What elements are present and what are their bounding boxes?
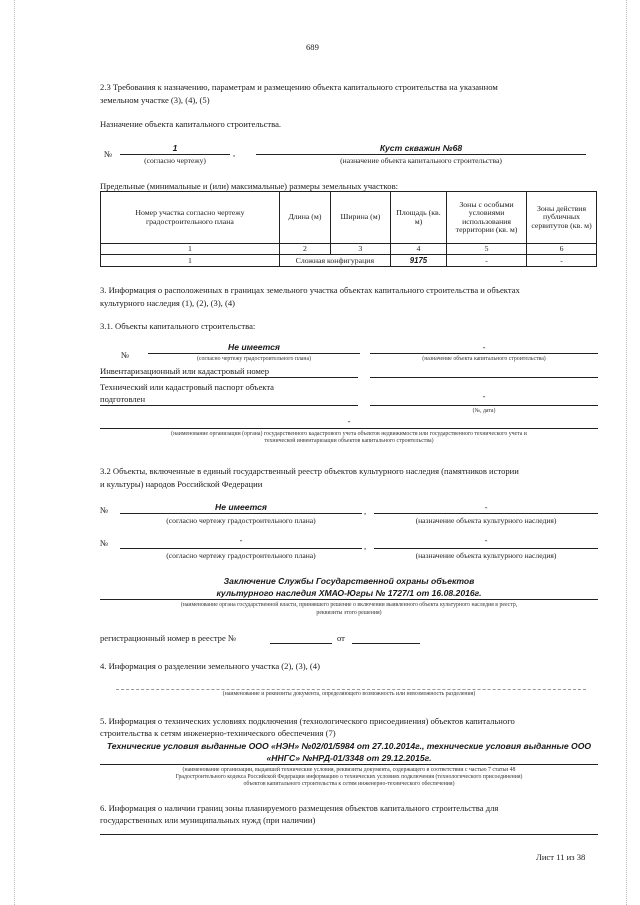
- s32-row2-purpose-dash: -: [484, 535, 488, 545]
- s32-row1-comma: ,: [364, 506, 367, 516]
- s32-row2-purpose-underline: [374, 548, 598, 549]
- s4-underline: [116, 689, 586, 690]
- cell-plot-number: 1: [101, 255, 280, 267]
- s23-object-caption: (назначение объекта капитального строительства): [340, 156, 502, 165]
- s23-comma: ,: [233, 148, 236, 158]
- s32-row1-drawing-caption: (согласно чертежу градостроительного плана): [166, 516, 316, 525]
- s23-drawing-underline: [120, 154, 230, 155]
- s32-row2-drawing-caption: (согласно чертежу градостроительного плана): [166, 551, 316, 560]
- s4-heading: 4. Информация о разделении земельного участка (2), (3), (4): [100, 661, 320, 671]
- s31-org-caption-line2: технической инвентаризации объектов капитального строительства): [264, 438, 434, 444]
- s31-inventory-value-line: [370, 377, 598, 378]
- s32-row2-purpose-caption: (назначение объекта культурного наследия): [415, 551, 557, 560]
- s32-registry-date-line: [352, 643, 420, 644]
- s31-passport-dash: -: [482, 391, 486, 401]
- s32-from-label: от: [337, 633, 345, 643]
- s5-underline: [100, 764, 598, 765]
- s31-org-caption-line1: (наименование организации (органа) государственного кадастрового учета объектов недвижимости или государственного технического учета и: [171, 431, 527, 437]
- s32-row1-no-label: №: [100, 505, 109, 515]
- s5-caption-line3: объектов капитального строительства к сетям инженерно-технического обеспечения): [243, 781, 455, 787]
- s23-drawing-number: 1: [172, 143, 178, 153]
- s31-drawing-caption: (согласно чертежу градостроительного плана): [196, 356, 312, 362]
- th-special-zones: Зоны с особыми условиями использования территории (кв. м): [447, 192, 527, 244]
- s23-object-underline: [256, 154, 586, 155]
- cell-area: 9175: [390, 255, 446, 267]
- s32-registry-label: регистрационный номер в реестре №: [100, 633, 237, 643]
- s32-row1-purpose-caption: (назначение объекта культурного наследия): [415, 516, 557, 525]
- cell-configuration: Сложная конфигурация: [279, 255, 390, 267]
- s32-row2-no-label: №: [100, 538, 109, 548]
- col-num-6: 6: [527, 244, 597, 255]
- s23-heading-line1: 2.3 Требования к назначению, параметрам и размещению объекта капитального строительства на указанном: [100, 82, 498, 92]
- s23-object-name: Куст скважин №68: [379, 143, 463, 153]
- cell-servitudes: -: [527, 255, 597, 267]
- s31-passport-line1: Технический или кадастровый паспорт объекта: [100, 382, 274, 392]
- s32-row2-drawing-dash: -: [239, 535, 243, 545]
- s6-underline: [100, 834, 598, 835]
- col-num-3: 3: [330, 244, 390, 255]
- s6-heading-line1: 6. Информация о наличии границ зоны планируемого размещения объектов капитального строительства для: [100, 803, 499, 813]
- s31-inventory-underline: [100, 377, 358, 378]
- s32-row1-drawing-value: Не имеется: [215, 502, 267, 512]
- s32-conclusion-line2: культурного наследия ХМАО-Югры № 1727/1 от 16.08.2016г.: [216, 588, 482, 598]
- s5-heading-line2: строительства к сетям инженерно-технического обеспечения (7): [100, 728, 336, 738]
- s32-row1-purpose-dash: -: [484, 502, 488, 512]
- col-num-4: 4: [390, 244, 446, 255]
- s23-drawing-caption: (согласно чертежу): [144, 156, 206, 165]
- scan-margin-right: [626, 0, 627, 905]
- sheet-counter: Лист 11 из 38: [536, 852, 586, 862]
- s32-organ-caption-line2: реквизиты этого решения): [316, 610, 382, 616]
- s32-conclusion-line1: Заключение Службы Государственной охраны объектов: [223, 576, 475, 586]
- s5-tech-conditions-line2: «ННГС» №НРД-01/3348 от 29.12.2015г.: [266, 753, 432, 763]
- s31-passport-underline: [100, 405, 358, 406]
- s31-drawing-underline: [148, 353, 360, 354]
- s32-heading-line2: и культуры) народов Российской Федерации: [100, 479, 263, 489]
- scan-margin-left: [14, 0, 15, 905]
- s31-label: 3.1. Объекты капитального строительства:: [100, 321, 256, 331]
- s32-registry-number-line: [270, 643, 332, 644]
- s32-row1-purpose-underline: [374, 513, 598, 514]
- s23-heading-line2: земельном участке (3), (4), (5): [100, 95, 210, 105]
- s31-passport-value-line: [370, 405, 598, 406]
- s32-organ-caption-line1: (наименование органа государственной власти, принявшего решение о включении выявленного объекта культурного наследия в реестр,: [180, 602, 518, 608]
- s32-row1-drawing-underline: [120, 513, 362, 514]
- s23-no-label: №: [104, 149, 113, 159]
- th-plot-number: Номер участка согласно чертежу градостроительного плана: [101, 192, 280, 244]
- th-area: Площадь (кв. м): [390, 192, 446, 244]
- s6-heading-line2: государственных или муниципальных нужд (при наличии): [100, 815, 316, 825]
- s31-purpose-underline: [370, 353, 598, 354]
- col-num-2: 2: [279, 244, 330, 255]
- s32-conclusion-underline: [100, 599, 598, 600]
- page-number: 689: [306, 42, 319, 52]
- s31-purpose-dash: -: [482, 342, 486, 352]
- s32-row2-drawing-underline: [120, 548, 362, 549]
- s5-heading-line1: 5. Информация о технических условиях подключения (технологического присоединения) объектов капитального: [100, 716, 515, 726]
- col-num-5: 5: [447, 244, 527, 255]
- s31-org-underline: [100, 428, 598, 429]
- th-public-servitudes: Зоны действия публичных сервитутов (кв. м): [527, 192, 597, 244]
- s3-heading-line2: культурного наследия (1), (2), (3), (4): [100, 298, 236, 308]
- plot-size-table: [100, 191, 597, 267]
- s5-caption-line1: (наименование организации, выдавшей технические условия, реквизиты документа, содержащего в соответствии с частью 7 статьи 48: [182, 767, 516, 773]
- s31-no-label: №: [121, 350, 130, 360]
- cell-special-zones: -: [447, 255, 527, 267]
- s31-drawing-value: Не имеется: [228, 342, 280, 352]
- s32-heading-line1: 3.2 Объекты, включенные в единый государственный реестр объектов культурного наследия (памятников истории: [100, 466, 519, 476]
- s31-inventory-label: Инвентаризационный или кадастровый номер: [100, 366, 270, 376]
- col-num-1: 1: [101, 244, 280, 255]
- s31-date-caption: (№, дата): [472, 408, 496, 414]
- s5-tech-conditions-line1: Технические условия выданные ООО «НЭН» №02/01/5984 от 27.10.2014г., технические условия выданные ООО: [106, 741, 592, 751]
- s31-purpose-caption: (назначение объекта капитального строительства): [422, 356, 546, 362]
- s23-purpose-label: Назначение объекта капитального строительства.: [100, 119, 282, 129]
- th-width: Ширина (м): [330, 192, 390, 244]
- s5-caption-line2: Градостроительного кодекса Российской Федерации информацию о технических условиях подключения (технологического присоединения): [175, 774, 523, 780]
- s4-caption: (наименование и реквизиты документа, определяющего возможность или невозможность разделения): [222, 691, 476, 697]
- s23-limits-label: Предельные (минимальные и (или) максимальные) размеры земельных участков:: [100, 181, 399, 191]
- s31-passport-line2: подготовлен: [100, 394, 146, 404]
- s31-org-dash: -: [347, 416, 351, 426]
- s3-heading-line1: 3. Информация о расположенных в границах земельного участка объектах капитального строительства и объектах: [100, 285, 520, 295]
- s32-row2-comma: ,: [364, 541, 367, 551]
- th-length: Длина (м): [279, 192, 330, 244]
